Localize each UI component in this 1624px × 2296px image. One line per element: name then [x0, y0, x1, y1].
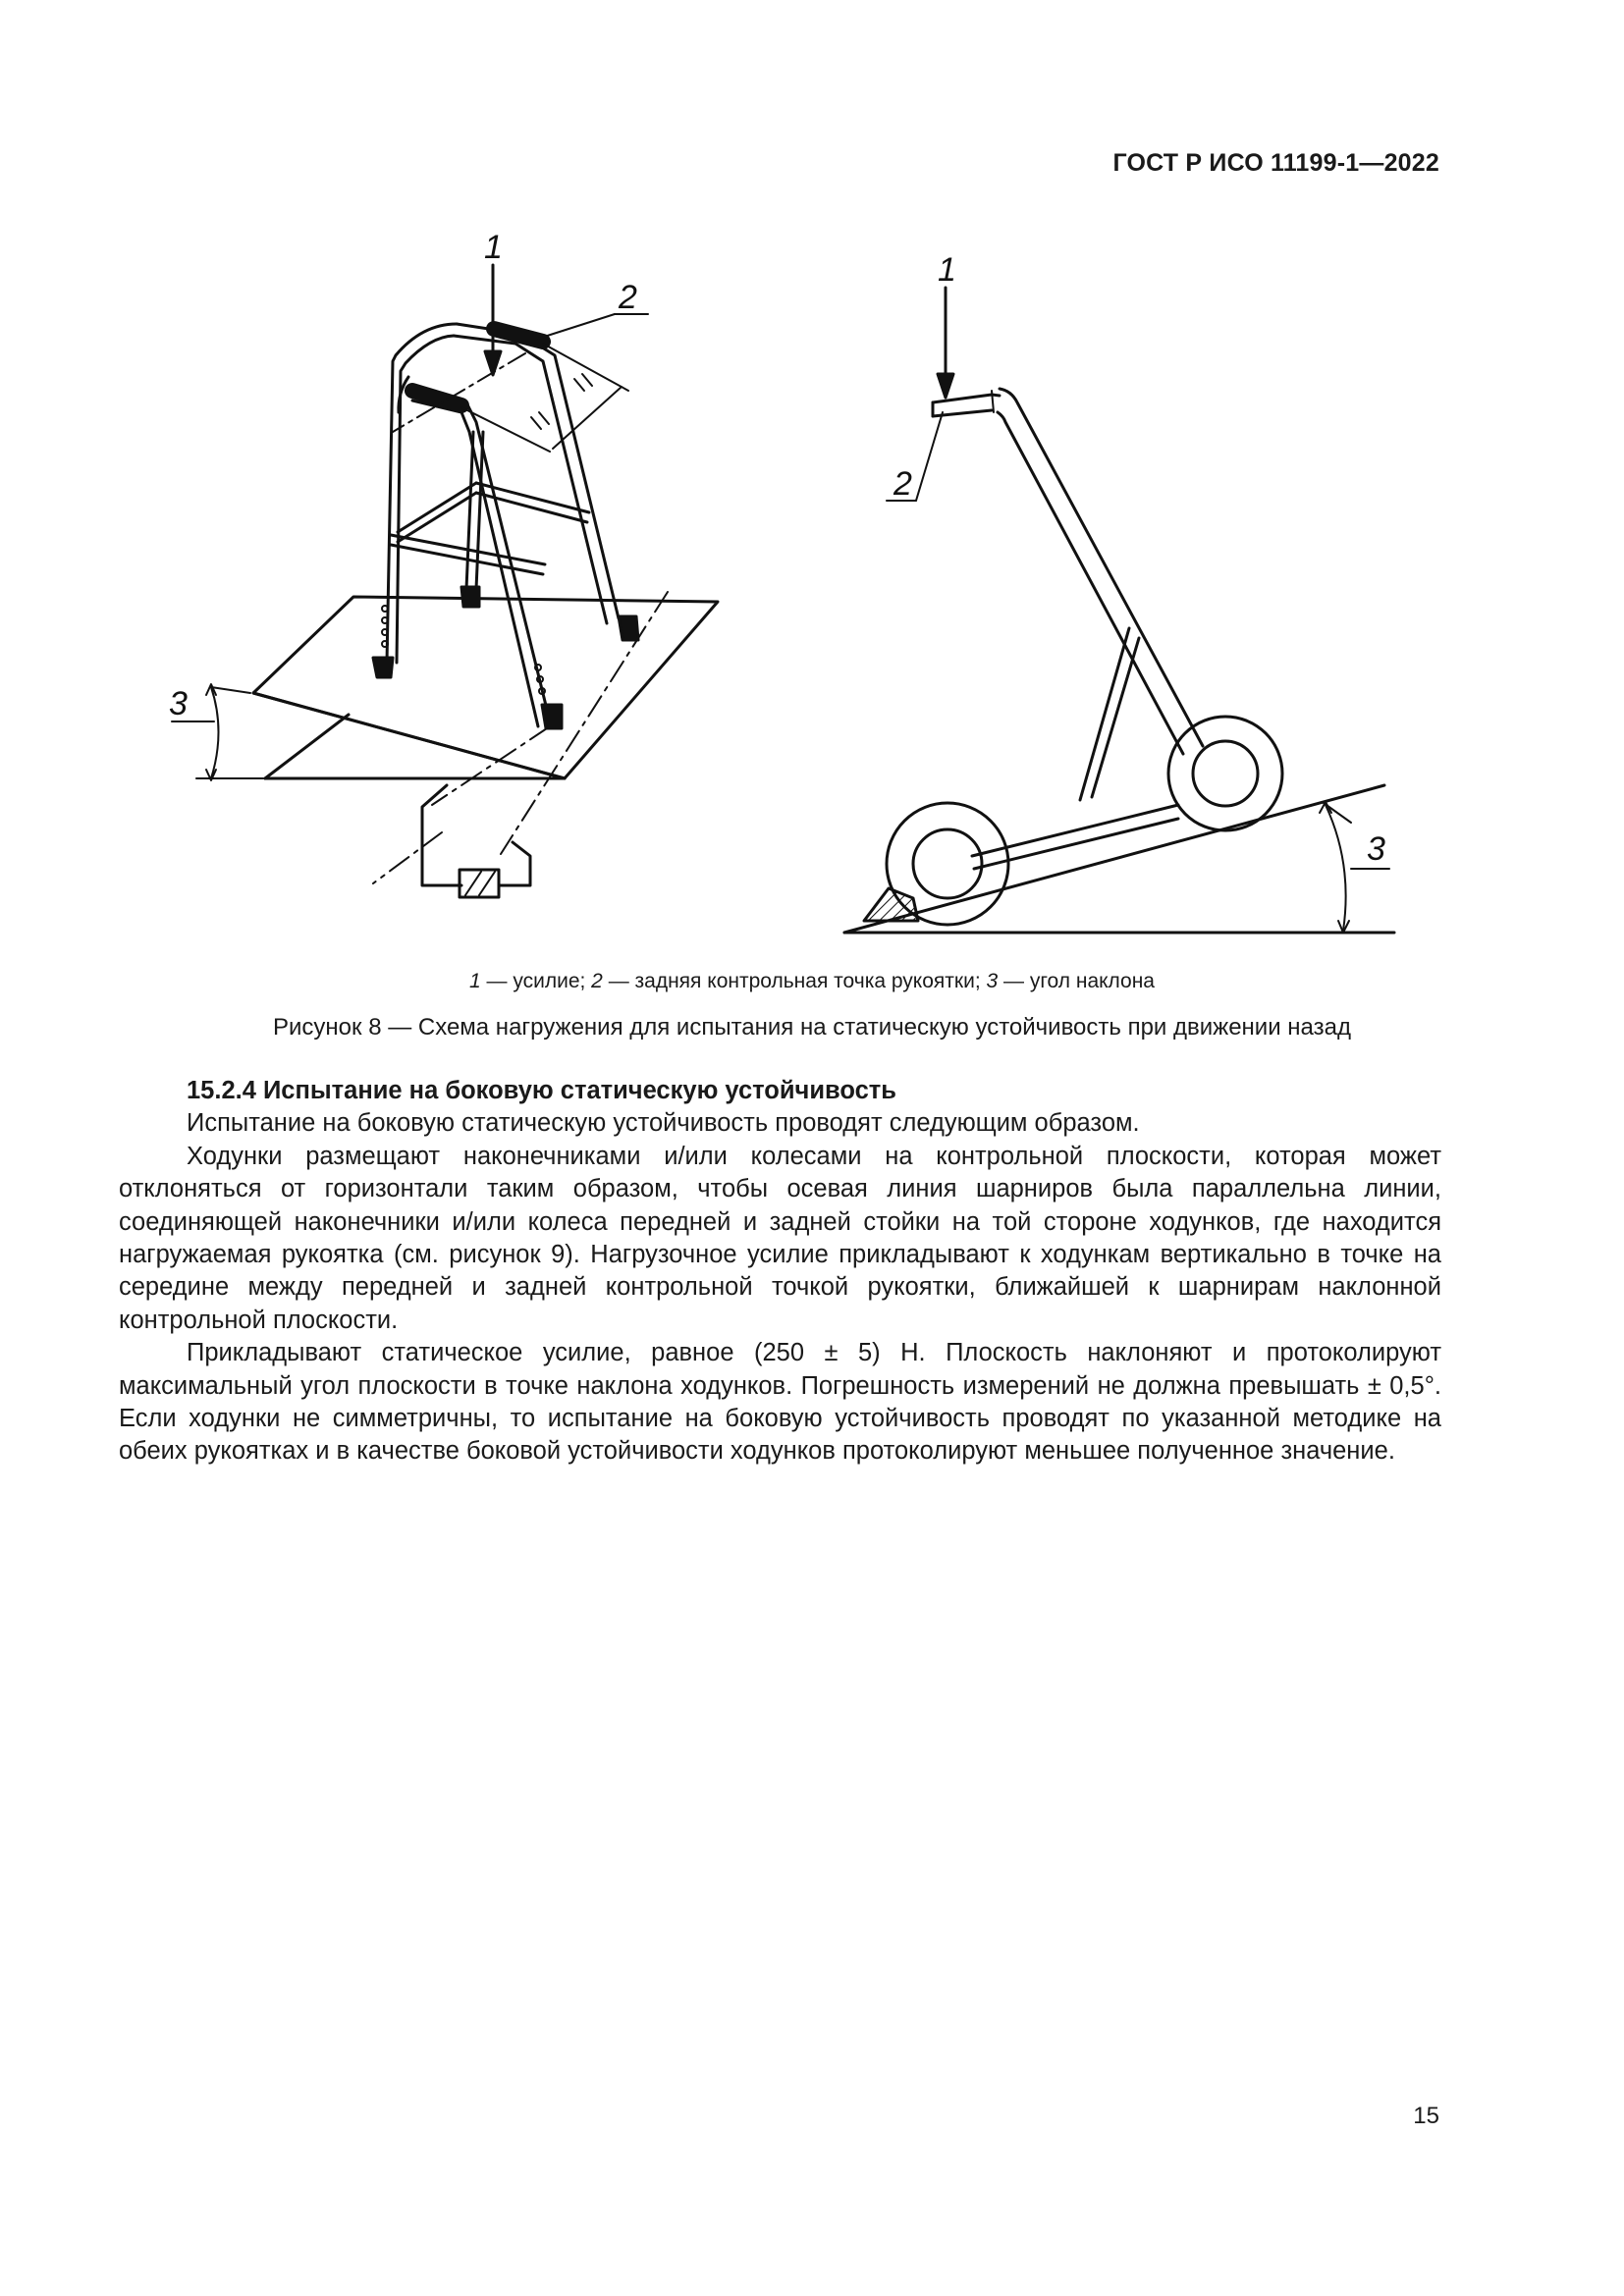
legend-num-1: 1	[468, 970, 481, 992]
legend-text-1: — усилие;	[480, 970, 592, 992]
left-label-handle-point: 2	[619, 279, 637, 316]
section-body	[119, 1075, 1441, 1468]
figure-caption: Рисунок 8 — Схема нагружения для испытания на статическую устойчивость при движении назад	[273, 1014, 1351, 1041]
paragraph: Испытание на боковую статическую устойчивость проводят следующим образом.	[187, 1109, 1140, 1138]
left-label-angle: 3	[169, 685, 188, 722]
figure-legend	[0, 970, 1624, 993]
right-label-force: 1	[938, 251, 956, 289]
document-header: ГОСТ Р ИСО 11199-1—2022	[1112, 149, 1439, 177]
paragraph: Ходунки размещают наконечниками и/или колесами на контрольной плоскости, которая может отклоняться от горизонтали таким образом, чтобы осевая линия шарниров была параллельна линии, соединяющей наконечники и/или колеса передней и задней стойки на той стороне ходунков, где находится нагружаемая рукоятка (см. рисунок 9). Нагрузочное усилие прикладывают к ходункам вертикально в точке на середине между передней и задней контрольной точкой рукоятки, ближайшей к шарнирам наклонной контрольной плоскости.	[119, 1142, 1441, 1334]
legend-text-2: — задняя контрольная точка рукоятки;	[602, 970, 987, 992]
section-heading: 15.2.4 Испытание на боковую статическую устойчивость	[187, 1077, 896, 1104]
legend-text-3: — угол наклона	[998, 970, 1155, 992]
legend-num-2: 2	[591, 970, 603, 992]
figure-8-drawing	[0, 0, 1624, 962]
right-label-handle-point: 2	[893, 465, 912, 503]
left-walker-diagram	[172, 265, 718, 897]
paragraph: Прикладывают статическое усилие, равное (250 ± 5) Н. Плоскость наклоняют и протоколируют максимальный угол плоскости в точке наклона ходунков. Погрешность измерений не должна превышать ± 0,5°. Если ходунки не симметричны, то испытание на боковую устойчивость проводят по указанной методике на обеих рукоятках и в качестве боковой устойчивости ходунков протоколируют меньшее полученное значение.	[119, 1339, 1441, 1466]
left-label-force: 1	[484, 229, 503, 266]
right-label-angle: 3	[1367, 830, 1385, 868]
page-number: 15	[1413, 2103, 1439, 2129]
right-rollator-diagram	[844, 288, 1394, 933]
legend-num-3: 3	[986, 970, 999, 992]
